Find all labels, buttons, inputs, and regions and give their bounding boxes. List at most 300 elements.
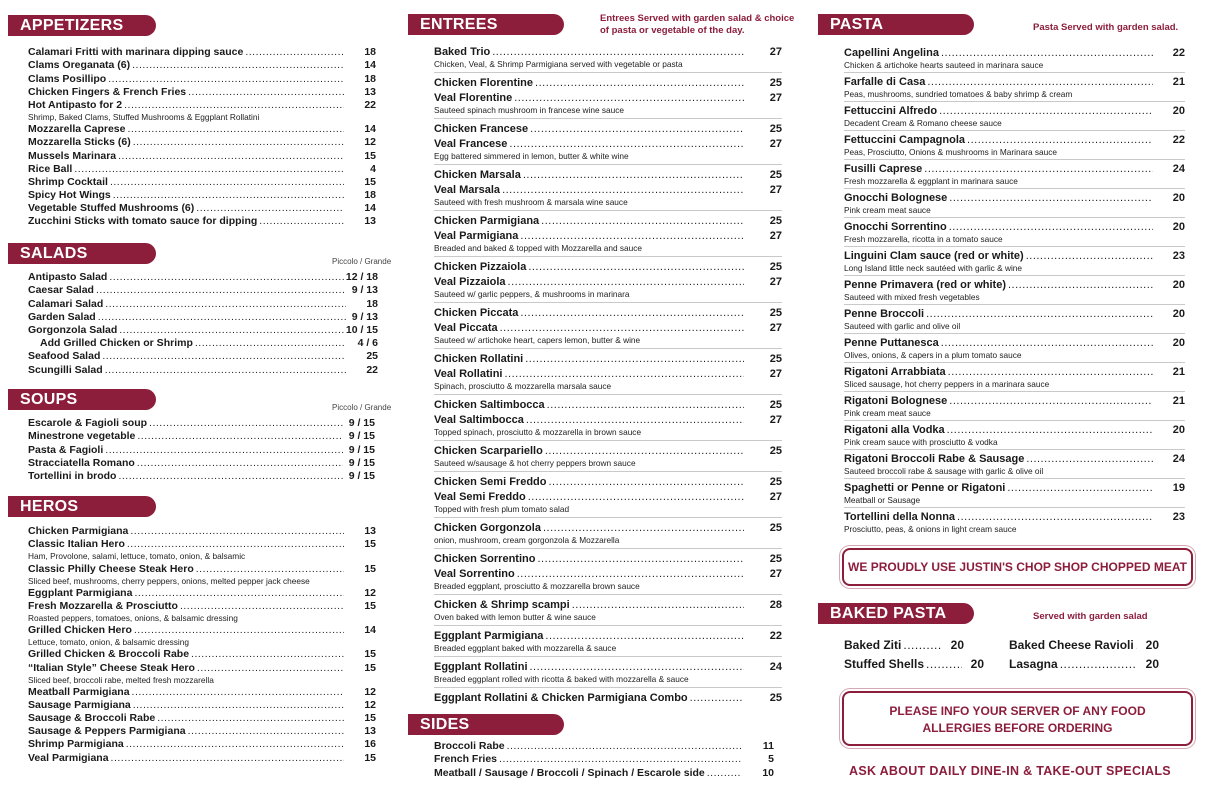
menu-item-description: Sauteed with garlic and olive oil bbox=[844, 321, 961, 331]
menu-item bbox=[28, 538, 376, 551]
entree-group bbox=[434, 303, 782, 349]
pasta-item bbox=[844, 44, 1185, 73]
menu-item-name: Chicken Francese bbox=[434, 123, 529, 135]
leader-dots bbox=[74, 163, 344, 176]
leader-dots bbox=[543, 522, 744, 535]
menu-item-name: Eggplant Parmigiana bbox=[434, 630, 544, 642]
leader-dots bbox=[108, 73, 344, 86]
entree-group bbox=[434, 73, 782, 119]
pasta-item bbox=[844, 102, 1185, 131]
leader-dots bbox=[195, 337, 346, 350]
leader-dots bbox=[514, 92, 744, 105]
pasta-list bbox=[844, 44, 1185, 536]
menu-item-name: Veal Marsala bbox=[434, 184, 501, 196]
menu-item-price: 20 bbox=[1172, 424, 1185, 436]
menu-item bbox=[28, 624, 376, 637]
leader-dots bbox=[523, 169, 744, 182]
menu-item-name: Rigatoni Bolognese bbox=[844, 395, 948, 407]
menu-item bbox=[28, 350, 378, 363]
menu-item-name: Minestrone vegetable bbox=[28, 430, 136, 443]
menu-item-name: Add Grilled Chicken or Shrimp bbox=[40, 337, 193, 350]
leader-dots bbox=[520, 230, 744, 243]
menu-item bbox=[434, 90, 782, 105]
menu-item-name: Classic Italian Hero bbox=[28, 538, 125, 551]
menu-item bbox=[28, 59, 376, 72]
menu-item bbox=[434, 136, 782, 151]
entree-group bbox=[434, 549, 782, 595]
leader-dots bbox=[499, 753, 742, 766]
leader-dots bbox=[528, 261, 744, 274]
menu-item-price: 15 bbox=[364, 661, 376, 674]
menu-item-name: Lasagna bbox=[1009, 657, 1058, 671]
menu-item-name: Clams Posillipo bbox=[28, 72, 107, 85]
menu-item bbox=[28, 725, 376, 738]
menu-item bbox=[28, 284, 378, 297]
menu-item-name: Spicy Hot Wings bbox=[28, 189, 111, 202]
menu-item-name: Grilled Chicken Hero bbox=[28, 624, 132, 637]
menu-item bbox=[28, 363, 378, 376]
menu-item-price: 20 bbox=[1172, 279, 1185, 291]
menu-item bbox=[434, 305, 782, 320]
menu-item-price: 27 bbox=[769, 414, 782, 426]
menu-item-price: 27 bbox=[769, 92, 782, 104]
menu-item-name: Tortellini della Nonna bbox=[844, 511, 956, 523]
leader-dots bbox=[197, 662, 344, 675]
menu-item bbox=[28, 699, 376, 712]
menu-item-name: Eggplant Rollatini bbox=[434, 661, 528, 673]
entree-group bbox=[434, 211, 782, 257]
menu-item bbox=[434, 597, 782, 612]
menu-item bbox=[434, 366, 782, 381]
menu-item bbox=[28, 297, 378, 310]
menu-item-name: Calamari Fritti with marinara dipping sauce bbox=[28, 46, 244, 59]
leader-dots bbox=[520, 307, 744, 320]
menu-item-description: Sauteed w/ garlic peppers, & mushrooms in marinara bbox=[434, 289, 630, 299]
menu-item-name: Fresh Mozzarella & Prosciutto bbox=[28, 599, 178, 612]
menu-item-name: Chicken Florentine bbox=[434, 77, 534, 89]
menu-item-name: Gnocchi Sorrentino bbox=[844, 221, 947, 233]
menu-item-price: 28 bbox=[769, 599, 782, 611]
menu-item-price: 22 bbox=[1172, 134, 1185, 146]
leader-dots bbox=[127, 538, 344, 551]
menu-item bbox=[844, 306, 1185, 321]
menu-item-name: Stuffed Shells bbox=[844, 657, 925, 671]
entrees-header: ENTREES bbox=[408, 14, 564, 35]
menu-item-description: Chicken & artichoke hearts sauteed in marinara sauce bbox=[844, 60, 1044, 70]
menu-item-name: Rice Ball bbox=[28, 162, 73, 175]
appetizers-list bbox=[28, 46, 376, 228]
sides-list bbox=[434, 740, 774, 780]
entree-group bbox=[434, 395, 782, 441]
menu-item-description: Meatball or Sausage bbox=[844, 495, 921, 505]
pasta-item bbox=[844, 305, 1185, 334]
menu-item-name: Tortellini in brodo bbox=[28, 469, 117, 482]
menu-item-name: Antipasto Salad bbox=[28, 271, 108, 284]
leader-dots bbox=[134, 587, 344, 600]
menu-item-name: Veal Francese bbox=[434, 138, 508, 150]
menu-item-price: 20 bbox=[1145, 657, 1159, 671]
menu-item-price: 14 bbox=[364, 624, 376, 637]
leader-dots bbox=[949, 221, 1153, 234]
menu-item bbox=[28, 686, 376, 699]
leader-dots bbox=[196, 563, 344, 576]
leader-dots bbox=[545, 445, 744, 458]
menu-item-price: 4 bbox=[370, 162, 376, 175]
sides-header: SIDES bbox=[408, 714, 564, 735]
menu-item-description: Fresh mozzarella, ricotta in a tomato sauce bbox=[844, 234, 1003, 244]
menu-item-price: 27 bbox=[769, 568, 782, 580]
menu-item-name: Veal Semi Freddo bbox=[434, 491, 526, 503]
menu-item-description: Breaded eggplant baked with mozzarella & sauce bbox=[434, 643, 617, 653]
menu-item-name: Penne Broccoli bbox=[844, 308, 925, 320]
menu-item bbox=[28, 163, 376, 176]
menu-item-name: Baked Cheese Ravioli bbox=[1009, 638, 1134, 652]
menu-item-price: 25 bbox=[769, 522, 782, 534]
menu-item bbox=[434, 351, 782, 366]
menu-item bbox=[28, 738, 376, 751]
menu-item-price: 25 bbox=[769, 169, 782, 181]
menu-item-price: 20 bbox=[1172, 105, 1185, 117]
menu-item-price: 25 bbox=[769, 77, 782, 89]
pasta-item bbox=[844, 421, 1185, 450]
leader-dots bbox=[1008, 279, 1153, 292]
menu-item bbox=[434, 213, 782, 228]
leader-dots bbox=[132, 59, 344, 72]
menu-item bbox=[434, 628, 782, 643]
salads-size-header: Piccolo / Grande bbox=[332, 257, 392, 266]
menu-item bbox=[28, 123, 376, 136]
leader-dots bbox=[948, 366, 1153, 379]
entree-group bbox=[434, 657, 782, 688]
leader-dots bbox=[149, 417, 343, 430]
menu-item-price: 10 bbox=[762, 766, 774, 779]
menu-item-name: Fettuccini Alfredo bbox=[844, 105, 938, 117]
menu-item bbox=[28, 311, 378, 324]
entree-group bbox=[434, 626, 782, 657]
menu-item-name: Mozzarella Caprese bbox=[28, 123, 126, 136]
menu-item-price: 4 / 6 bbox=[357, 337, 378, 350]
menu-item-price: 5 bbox=[768, 753, 774, 766]
menu-item bbox=[28, 470, 375, 483]
menu-item-price: 9 / 13 bbox=[351, 310, 378, 323]
leader-dots bbox=[927, 76, 1153, 89]
leader-dots bbox=[1026, 250, 1153, 263]
menu-item-price: 24 bbox=[1172, 453, 1185, 465]
leader-dots bbox=[967, 134, 1153, 147]
menu-item-price: 18 bbox=[366, 297, 378, 310]
leader-dots bbox=[926, 308, 1153, 321]
menu-item-price: 14 bbox=[364, 202, 376, 215]
leader-dots bbox=[1007, 482, 1153, 495]
menu-item-description: Sauteed w/sausage & hot cherry peppers brown sauce bbox=[434, 458, 636, 468]
menu-item-description: onion, mushroom, cream gorgonzola & Mozzarella bbox=[434, 535, 620, 545]
menu-item-description: Peas, mushrooms, sundried tomatoes & baby shrimp & cream bbox=[844, 89, 1073, 99]
leader-dots bbox=[926, 658, 962, 671]
menu-item-description: Spinach, prosciutto & mozzarella marsala sauce bbox=[434, 381, 612, 391]
menu-item bbox=[1009, 655, 1159, 671]
leader-dots bbox=[110, 176, 344, 189]
menu-item-name: Chicken Scarpariello bbox=[434, 445, 543, 457]
menu-item-description: Long Island little neck sautéed with garlic & wine bbox=[844, 263, 1023, 273]
leader-dots bbox=[259, 215, 344, 228]
menu-item-name: Rigatoni Arrabbiata bbox=[844, 366, 946, 378]
entrees-list bbox=[434, 42, 782, 707]
menu-item-name: Clams Oreganata (6) bbox=[28, 59, 131, 72]
entrees-note: Entrees Served with garden salad & choice of pasta or vegetable of the day. bbox=[600, 13, 795, 36]
menu-item-price: 25 bbox=[769, 553, 782, 565]
menu-item bbox=[844, 422, 1185, 437]
menu-item bbox=[844, 277, 1185, 292]
menu-item-description: Egg battered simmered in lemon, butter & white wine bbox=[434, 151, 629, 161]
menu-item-price: 12 bbox=[364, 685, 376, 698]
menu-item bbox=[434, 182, 782, 197]
leader-dots bbox=[537, 553, 744, 566]
pasta-item bbox=[844, 392, 1185, 421]
menu-item-name: Zucchini Sticks with tomato sauce for dipping bbox=[28, 215, 258, 228]
menu-item-description: Olives, onions, & capers in a plum tomato sauce bbox=[844, 350, 1022, 360]
leader-dots bbox=[1026, 453, 1153, 466]
menu-item-description: Sliced beef, broccoli rabe, melted fresh mozzarella bbox=[28, 674, 214, 685]
pasta-item bbox=[844, 479, 1185, 508]
menu-item-name: Rigatoni Broccoli Rabe & Sausage bbox=[844, 453, 1025, 465]
leader-dots bbox=[507, 740, 742, 753]
menu-item-price: 12 bbox=[364, 698, 376, 711]
menu-item bbox=[28, 337, 378, 350]
leader-dots bbox=[949, 395, 1153, 408]
menu-item-name: Seafood Salad bbox=[28, 350, 101, 363]
menu-item-name: Veal Rollatini bbox=[434, 368, 503, 380]
leader-dots bbox=[941, 337, 1153, 350]
leader-dots bbox=[924, 163, 1153, 176]
menu-item-name: Veal Florentine bbox=[434, 92, 513, 104]
menu-item bbox=[28, 648, 376, 661]
menu-item-name: Chicken Fingers & French Fries bbox=[28, 85, 187, 98]
leader-dots bbox=[118, 150, 344, 163]
menu-item-price: 13 bbox=[364, 215, 376, 228]
menu-item-price: 23 bbox=[1172, 511, 1185, 523]
menu-item-price: 27 bbox=[769, 322, 782, 334]
menu-item-description: Breaded and baked & topped with Mozzarella and sauce bbox=[434, 243, 643, 253]
menu-item-name: Mussels Marinara bbox=[28, 149, 117, 162]
menu-item-price: 16 bbox=[364, 738, 376, 751]
menu-item-name: Veal Piccata bbox=[434, 322, 498, 334]
menu-item-description: Oven baked with lemon butter & wine sauce bbox=[434, 612, 596, 622]
menu-item-description: Pink cream sauce with prosciutto & vodka bbox=[844, 437, 998, 447]
menu-item-description: Ham, Provolone, salami, lettuce, tomato, onion, & balsamic bbox=[28, 551, 246, 562]
menu-item-description: Chicken, Veal, & Shrimp Parmigiana served with vegetable or pasta bbox=[434, 59, 683, 69]
menu-item-price: 27 bbox=[769, 230, 782, 242]
menu-item-price: 14 bbox=[364, 59, 376, 72]
leader-dots bbox=[547, 399, 744, 412]
leader-dots bbox=[119, 324, 344, 337]
menu-item bbox=[28, 661, 376, 674]
leader-dots bbox=[1060, 658, 1137, 671]
menu-item-name: Classic Philly Cheese Steak Hero bbox=[28, 562, 194, 575]
menu-item bbox=[844, 190, 1185, 205]
menu-item-description: Pink cream meat sauce bbox=[844, 205, 931, 215]
menu-item-description: Roasted peppers, tomatoes, onions, & balsamic dressing bbox=[28, 612, 238, 623]
menu-item-name: Escarole & Fagioli soup bbox=[28, 417, 148, 430]
leader-dots bbox=[707, 767, 742, 780]
menu-item-name: French Fries bbox=[434, 753, 498, 766]
menu-item-price: 25 bbox=[769, 215, 782, 227]
entree-group bbox=[434, 441, 782, 472]
menu-item-price: 22 bbox=[364, 98, 376, 111]
menu-item-price: 24 bbox=[769, 661, 782, 673]
pasta-item bbox=[844, 276, 1185, 305]
menu-item bbox=[844, 161, 1185, 176]
leader-dots bbox=[572, 599, 744, 612]
menu-item-description: Sauteed with fresh mushroom & marsala wine sauce bbox=[434, 197, 628, 207]
menu-item-price: 18 bbox=[364, 72, 376, 85]
menu-item-description: Sauteed spinach mushroom in francese wine sauce bbox=[434, 105, 625, 115]
menu-item-price: 25 bbox=[769, 399, 782, 411]
leader-dots bbox=[1136, 639, 1137, 652]
menu-item-price: 13 bbox=[364, 725, 376, 738]
leader-dots bbox=[508, 276, 744, 289]
appetizers-header: APPETIZERS bbox=[8, 15, 156, 36]
pasta-item bbox=[844, 160, 1185, 189]
menu-item-description: Sauteed broccoli rabe & sausage with garlic & olive oil bbox=[844, 466, 1044, 476]
menu-item bbox=[434, 474, 782, 489]
pasta-item bbox=[844, 334, 1185, 363]
leader-dots bbox=[111, 752, 344, 765]
menu-item-price: 27 bbox=[769, 276, 782, 288]
menu-item-price: 25 bbox=[769, 123, 782, 135]
menu-item bbox=[844, 45, 1185, 60]
menu-item-price: 25 bbox=[769, 476, 782, 488]
pasta-note: Pasta Served with garden salad. bbox=[1033, 22, 1179, 33]
menu-item-name: Chicken Saltimbocca bbox=[434, 399, 545, 411]
menu-item-price: 9 / 13 bbox=[351, 284, 378, 297]
menu-item-name: Chicken Sorrentino bbox=[434, 553, 536, 565]
menu-item-price: 20 bbox=[1172, 337, 1185, 349]
menu-item bbox=[28, 86, 376, 99]
menu-item bbox=[28, 72, 376, 85]
menu-item-name: Chicken Pizzaiola bbox=[434, 261, 527, 273]
menu-item-description: Breaded eggplant, prosciutto & mozzarella brown sauce bbox=[434, 581, 640, 591]
leader-dots bbox=[941, 47, 1153, 60]
menu-item bbox=[28, 751, 376, 764]
leader-dots bbox=[903, 639, 942, 652]
menu-item-price: 9 / 15 bbox=[348, 417, 375, 430]
menu-item-name: Shrimp Cocktail bbox=[28, 175, 108, 188]
menu-item bbox=[434, 259, 782, 274]
menu-item bbox=[28, 443, 375, 456]
menu-item bbox=[844, 248, 1185, 263]
leader-dots bbox=[535, 77, 744, 90]
menu-item-price: 21 bbox=[1172, 395, 1185, 407]
leader-dots bbox=[109, 271, 344, 284]
leader-dots bbox=[126, 738, 344, 751]
menu-item-price: 20 bbox=[1172, 308, 1185, 320]
menu-item-price: 22 bbox=[366, 363, 378, 376]
menu-item-name: Chicken Rollatini bbox=[434, 353, 524, 365]
leader-dots bbox=[102, 350, 346, 363]
menu-item bbox=[28, 99, 376, 112]
menu-item-price: 25 bbox=[769, 445, 782, 457]
pasta-item bbox=[844, 247, 1185, 276]
menu-item-price: 13 bbox=[364, 525, 376, 538]
leader-dots bbox=[196, 202, 344, 215]
leader-dots bbox=[127, 123, 344, 136]
menu-item-name: Spaghetti or Penne or Rigatoni bbox=[844, 482, 1006, 494]
menu-item bbox=[28, 587, 376, 600]
menu-item bbox=[844, 393, 1185, 408]
menu-item-price: 20 bbox=[970, 657, 984, 671]
menu-item-name: Fusilli Caprese bbox=[844, 163, 923, 175]
menu-item-description: Sauteed with mixed fresh vegetables bbox=[844, 292, 980, 302]
menu-item-price: 15 bbox=[364, 599, 376, 612]
menu-item bbox=[844, 509, 1185, 524]
menu-item-price: 9 / 15 bbox=[348, 443, 375, 456]
menu-item bbox=[844, 103, 1185, 118]
menu-item-price: 15 bbox=[364, 712, 376, 725]
menu-item bbox=[434, 551, 782, 566]
allergy-line-2: ALLERGIES BEFORE ORDERING bbox=[922, 721, 1113, 735]
menu-item-price: 27 bbox=[769, 184, 782, 196]
heros-list bbox=[28, 525, 376, 765]
leader-dots bbox=[957, 511, 1153, 524]
leader-dots bbox=[105, 444, 343, 457]
menu-item-name: Broccoli Rabe bbox=[434, 740, 505, 753]
menu-item-price: 25 bbox=[769, 692, 782, 704]
menu-item bbox=[434, 75, 782, 90]
menu-item-name: Veal Sorrentino bbox=[434, 568, 515, 580]
menu-item-price: 21 bbox=[1172, 366, 1185, 378]
menu-item bbox=[28, 600, 376, 613]
menu-item-name: Linguini Clam sauce (red or white) bbox=[844, 250, 1024, 262]
menu-item-name: Scungilli Salad bbox=[28, 363, 103, 376]
entree-group bbox=[434, 257, 782, 303]
salads-list bbox=[28, 271, 378, 377]
leader-dots bbox=[188, 86, 344, 99]
menu-item bbox=[844, 74, 1185, 89]
menu-item-name: Chicken Gorgonzola bbox=[434, 522, 541, 534]
leader-dots bbox=[528, 491, 744, 504]
leader-dots bbox=[191, 648, 344, 661]
menu-item-name: Chicken Marsala bbox=[434, 169, 521, 181]
leader-dots bbox=[133, 699, 344, 712]
leader-dots bbox=[504, 368, 744, 381]
menu-item bbox=[844, 480, 1185, 495]
menu-item-name: Penne Puttanesca bbox=[844, 337, 939, 349]
menu-item-name: Caesar Salad bbox=[28, 284, 94, 297]
menu-item bbox=[434, 659, 782, 674]
menu-item bbox=[28, 176, 376, 189]
menu-item bbox=[434, 228, 782, 243]
menu-item-price: 19 bbox=[1172, 482, 1185, 494]
menu-item-description: Fresh mozzarella & eggplant in marinara sauce bbox=[844, 176, 1018, 186]
menu-item-description: Sauteed w/ artichoke heart, capers lemon, butter & wine bbox=[434, 335, 641, 345]
menu-item-price: 18 bbox=[364, 46, 376, 59]
soups-header: SOUPS bbox=[8, 389, 156, 410]
menu-item-price: 25 bbox=[366, 350, 378, 363]
menu-item bbox=[434, 753, 774, 766]
baked-pasta-header: BAKED PASTA bbox=[818, 603, 974, 624]
menu-item bbox=[434, 520, 782, 535]
menu-item-price: 15 bbox=[364, 175, 376, 188]
menu-item-name: Garden Salad bbox=[28, 310, 96, 323]
menu-item bbox=[844, 219, 1185, 234]
leader-dots bbox=[180, 600, 344, 613]
leader-dots bbox=[525, 353, 744, 366]
menu-item-price: 20 bbox=[950, 638, 964, 652]
menu-item-name: Meatball Parmigiana bbox=[28, 685, 130, 698]
menu-item bbox=[434, 412, 782, 427]
menu-item bbox=[434, 320, 782, 335]
menu-item-price: 15 bbox=[364, 562, 376, 575]
